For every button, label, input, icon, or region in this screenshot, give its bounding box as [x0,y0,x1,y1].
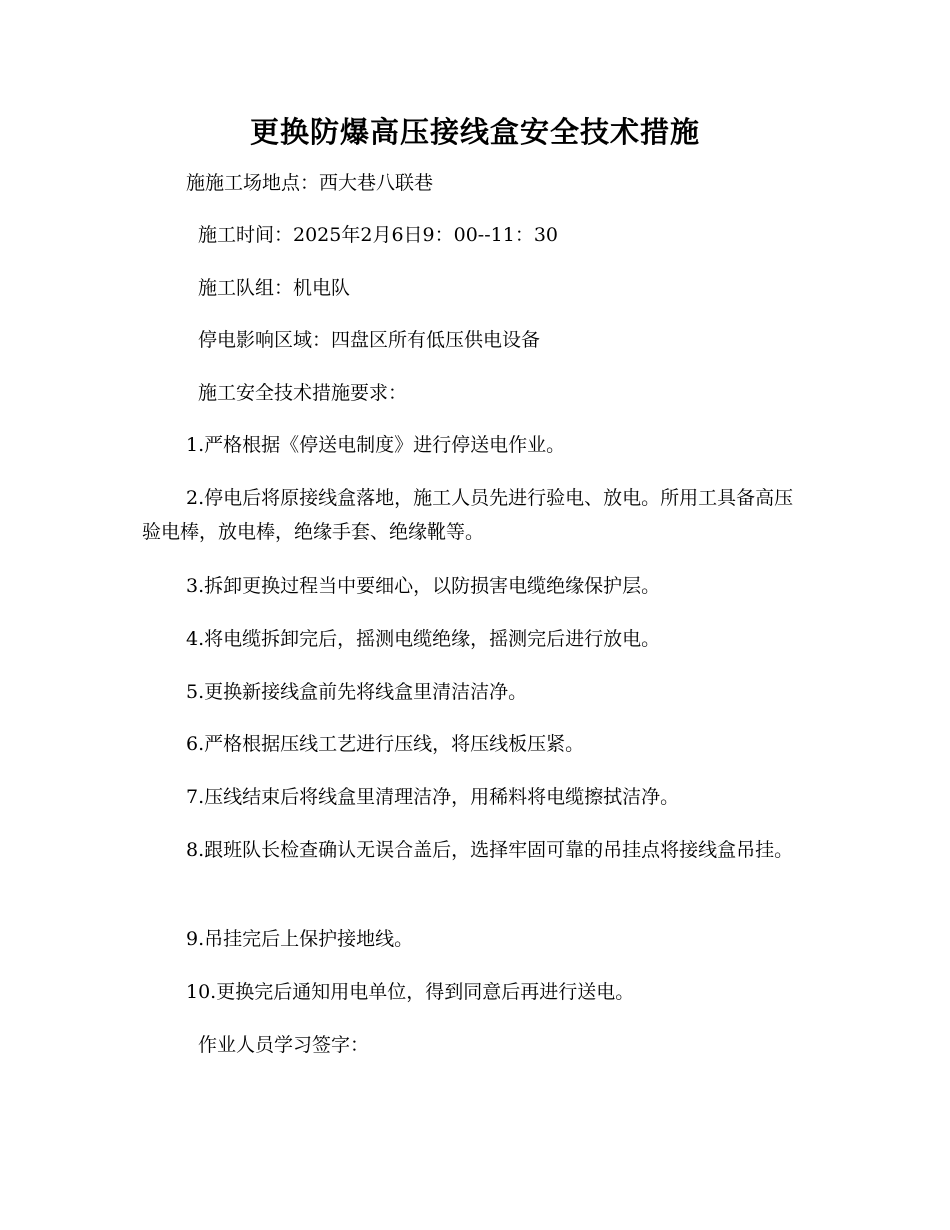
list-item: 3.拆卸更换过程当中要细心，以防损害电缆绝缘保护层。 [186,575,661,597]
list-item: 5.更换新接线盒前先将线盒里清洁洁净。 [186,681,528,703]
requirements-heading: 施工安全技术措施要求： [198,382,408,404]
signature-label: 作业人员学习签字： [198,1034,370,1056]
document-title: 更换防爆高压接线盒安全技术措施 [249,115,700,149]
list-item: 6.严格根据压线工艺进行压线，将压线板压紧。 [186,733,585,755]
list-item: 10.更换完后通知用电单位，得到同意后再进行送电。 [186,981,635,1003]
team-line: 施工队组：机电队 [198,277,351,299]
list-item: 8.跟班队长检查确认无误合盖后，选择牢固可靠的吊挂点将接线盒吊挂。 [186,839,794,861]
list-item: 4.将电缆拆卸完后，摇测电缆绝缘，摇测完后进行放电。 [186,628,661,650]
outage-area-line: 停电影响区域：四盘区所有低压供电设备 [198,329,541,351]
list-item: 9.吊挂完后上保护接地线。 [186,928,414,950]
list-item: 1.严格根据《停送电制度》进行停送电作业。 [186,434,566,456]
site-line: 施施工场地点：西大巷八联巷 [186,172,434,194]
time-line: 施工时间：2025年2月6日9：00--11：30 [198,224,558,246]
list-item: 7.压线结束后将线盒里清理洁净，用稀料将电缆擦拭洁净。 [186,786,680,808]
list-item: 2.停电后将原接线盒落地，施工人员先进行验电、放电。所用工具备高压验电棒，放电棒，绝缘手套、绝缘靴等。 [142,487,794,543]
